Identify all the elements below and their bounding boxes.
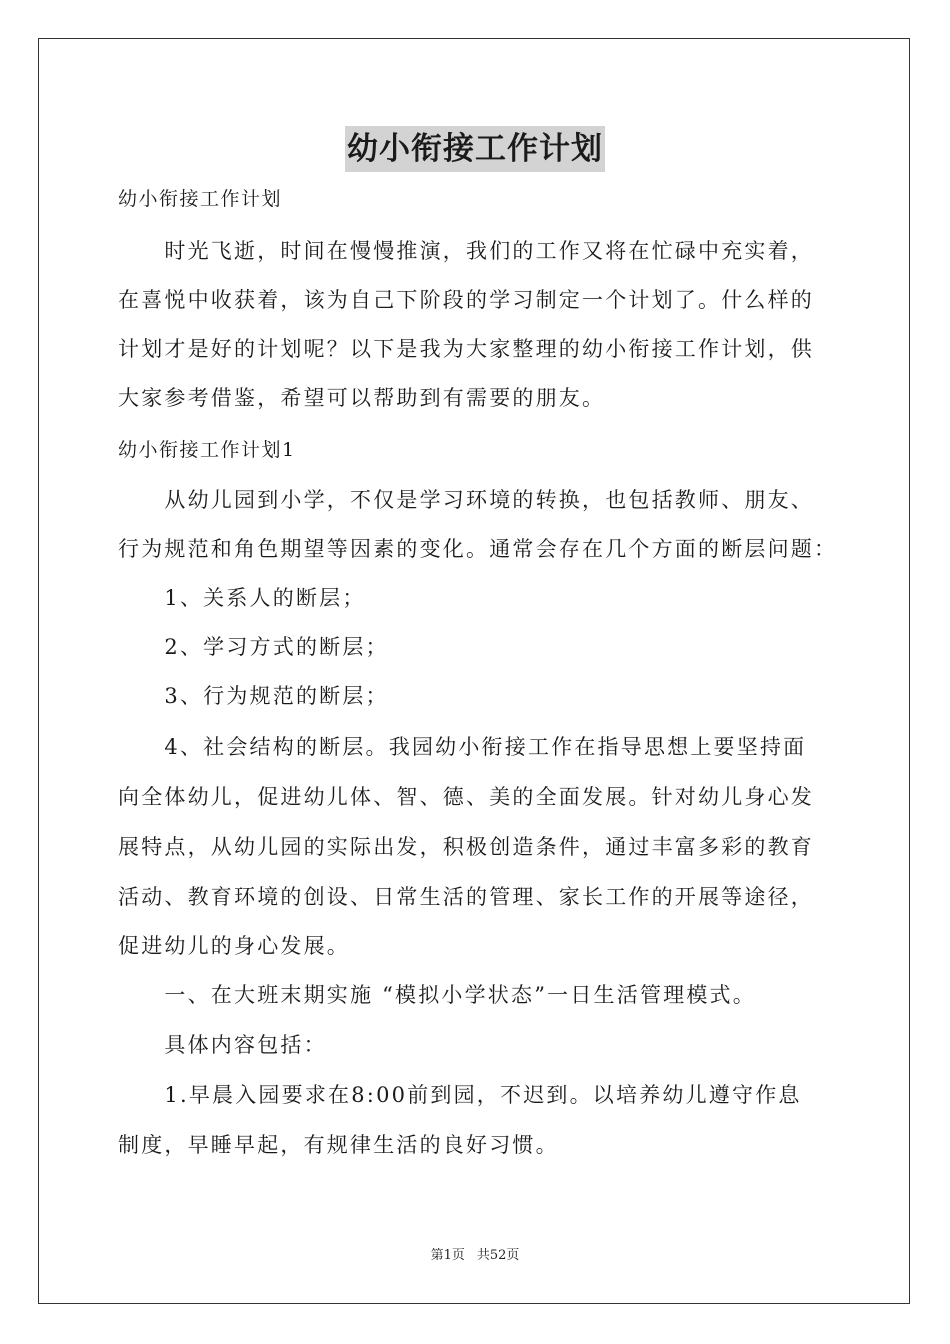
paragraph-line: 一、在大班末期实施 “模拟小学状态”一日生活管理模式。 (118, 983, 756, 1007)
paragraph-line: 时光飞逝，时间在慢慢推演，我们的工作又将在忙碌中充实着， (118, 239, 814, 263)
paragraph-line: 在喜悦中收获着，该为自己下阶段的学习制定一个计划了。什么样的 (118, 288, 814, 312)
paragraph-line: 行为规范和角色期望等因素的变化。通常会存在几个方面的断层问题： (118, 537, 838, 561)
list-item: 3、行为规范的断层； (118, 684, 389, 708)
paragraph-line: 大家参考借鉴，希望可以帮助到有需要的朋友。 (118, 386, 606, 410)
page-border (38, 38, 910, 1304)
page-footer (0, 1246, 950, 1266)
document-subtitle: 幼小衔接工作计划 (118, 188, 283, 210)
title-container (0, 126, 950, 172)
paragraph-line: 向全体幼儿，促进幼儿体、智、德、美的全面发展。针对幼儿身心发 (118, 785, 814, 809)
paragraph-line: 促进幼儿的身心发展。 (118, 934, 350, 958)
paragraph-line: 1.早晨入园要求在8:00前到园，不迟到。以培养幼儿遵守作息 (118, 1083, 802, 1107)
paragraph-line: 制度，早睡早起，有规律生活的良好习惯。 (118, 1133, 559, 1157)
paragraph-line: 从幼儿园到小学，不仅是学习环境的转换，也包括教师、朋友、 (118, 488, 814, 512)
paragraph-line: 4、社会结构的断层。我园幼小衔接工作在指导思想上要坚持面 (118, 735, 807, 759)
section-heading: 幼小衔接工作计划1 (118, 439, 296, 461)
paragraph-line: 具体内容包括： (118, 1033, 327, 1057)
page-total: 共52页 (476, 1248, 520, 1263)
list-item: 2、学习方式的断层； (118, 635, 389, 659)
document-title: 幼小衔接工作计划 (345, 126, 605, 172)
paragraph-line: 活动、教育环境的创设、日常生活的管理、家长工作的开展等途径， (118, 885, 814, 909)
page-number: 第1页 (430, 1248, 465, 1263)
list-item: 1、关系人的断层； (118, 586, 366, 610)
paragraph-line: 计划才是好的计划呢？以下是我为大家整理的幼小衔接工作计划，供 (118, 337, 814, 361)
paragraph-line: 展特点，从幼儿园的实际出发，积极创造条件，通过丰富多彩的教育 (118, 835, 814, 859)
